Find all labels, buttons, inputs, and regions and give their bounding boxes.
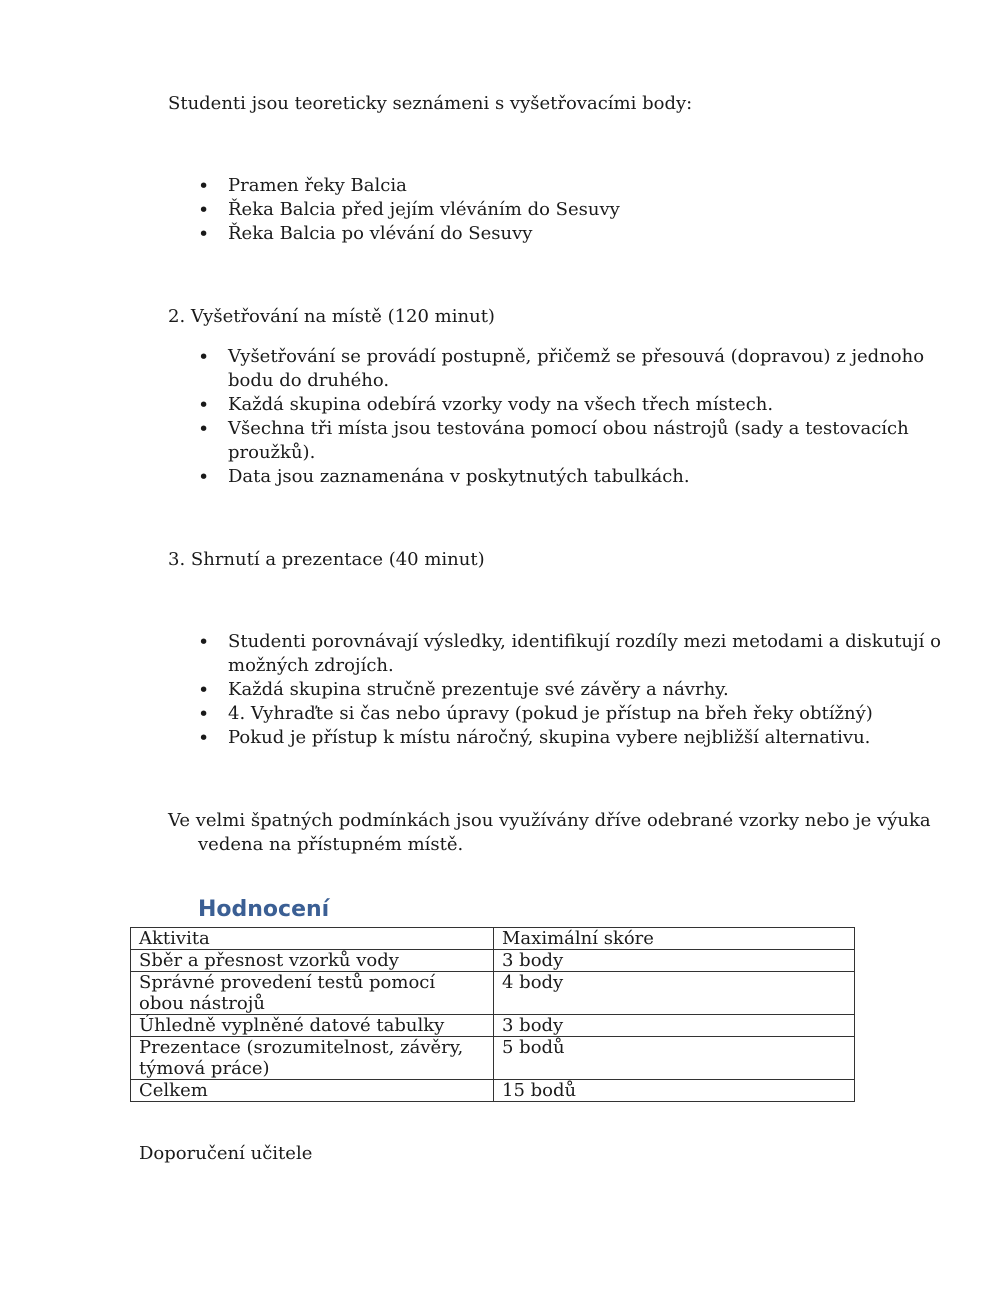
table-cell: 15 bodů: [494, 1080, 855, 1102]
table-row: [131, 1015, 855, 1037]
table-row: [131, 1037, 855, 1080]
investigation-points-list: [228, 174, 968, 246]
assessment-heading: Hodnocení: [198, 897, 330, 922]
list-item: • Pramen řeky Balcia: [228, 174, 968, 198]
list-item: • Studenti porovnávají výsledky, identifikují rozdíly mezi metodami a diskutují o možných zdrojích.: [228, 630, 968, 678]
list-item: • Každá skupina stručně prezentuje své závěry a návrhy.: [228, 678, 968, 702]
table-row: [131, 950, 855, 972]
table-cell: 3 body: [494, 1015, 855, 1037]
list-item: • Všechna tři místa jsou testována pomocí obou nástrojů (sady a testovacích proužků).: [228, 417, 968, 465]
table-row: [131, 1080, 855, 1102]
table-header-cell: Maximální skóre: [494, 928, 855, 950]
conditions-note: Ve velmi špatných podmínkách jsou využívány dříve odebrané vzorky nebo je výuka vedena na přístupném místě.: [168, 810, 931, 855]
table-cell: Úhledně vyplněné datové tabulky: [131, 1015, 494, 1037]
table-cell: Prezentace (srozumitelnost, závěry, týmová práce): [131, 1037, 494, 1080]
table-cell: 3 body: [494, 950, 855, 972]
table-header-row: [131, 928, 855, 950]
list-item: • Data jsou zaznamenána v poskytnutých tabulkách.: [228, 465, 968, 489]
list-item: • Řeka Balcia před jejím vléváním do Sesuvy: [228, 198, 968, 222]
list-item: • Vyšetřování se provádí postupně, přičemž se přesouvá (dopravou) z jednoho bodu do druhého.: [228, 345, 968, 393]
table-cell: Správné provedení testů pomocí obou nástrojů: [131, 972, 494, 1015]
table-cell: Celkem: [131, 1080, 494, 1102]
table-row: [131, 972, 855, 1015]
table-cell: Sběr a přesnost vzorků vody: [131, 950, 494, 972]
section-3-title: 3. Shrnutí a prezentace (40 minut): [168, 549, 485, 570]
list-item: • Řeka Balcia po vlévání do Sesuvy: [228, 222, 968, 246]
list-item: • Pokud je přístup k místu náročný, skupina vybere nejbližší alternativu.: [228, 726, 968, 750]
intro-text: Studenti jsou teoreticky seznámeni s vyšetřovacími body:: [168, 93, 693, 114]
section-2-title: 2. Vyšetřování na místě (120 minut): [168, 306, 495, 327]
table-cell: 5 bodů: [494, 1037, 855, 1080]
list-item: • 4. Vyhraďte si čas nebo úpravy (pokud je přístup na břeh řeky obtížný): [228, 702, 968, 726]
section-3-list: [228, 630, 968, 750]
assessment-table: [130, 927, 855, 1102]
section-2-list: [228, 345, 968, 489]
table-header-cell: Aktivita: [131, 928, 494, 950]
list-item: • Každá skupina odebírá vzorky vody na všech třech místech.: [228, 393, 968, 417]
table-cell: 4 body: [494, 972, 855, 1015]
teacher-recommendation-heading: Doporučení učitele: [139, 1143, 313, 1164]
